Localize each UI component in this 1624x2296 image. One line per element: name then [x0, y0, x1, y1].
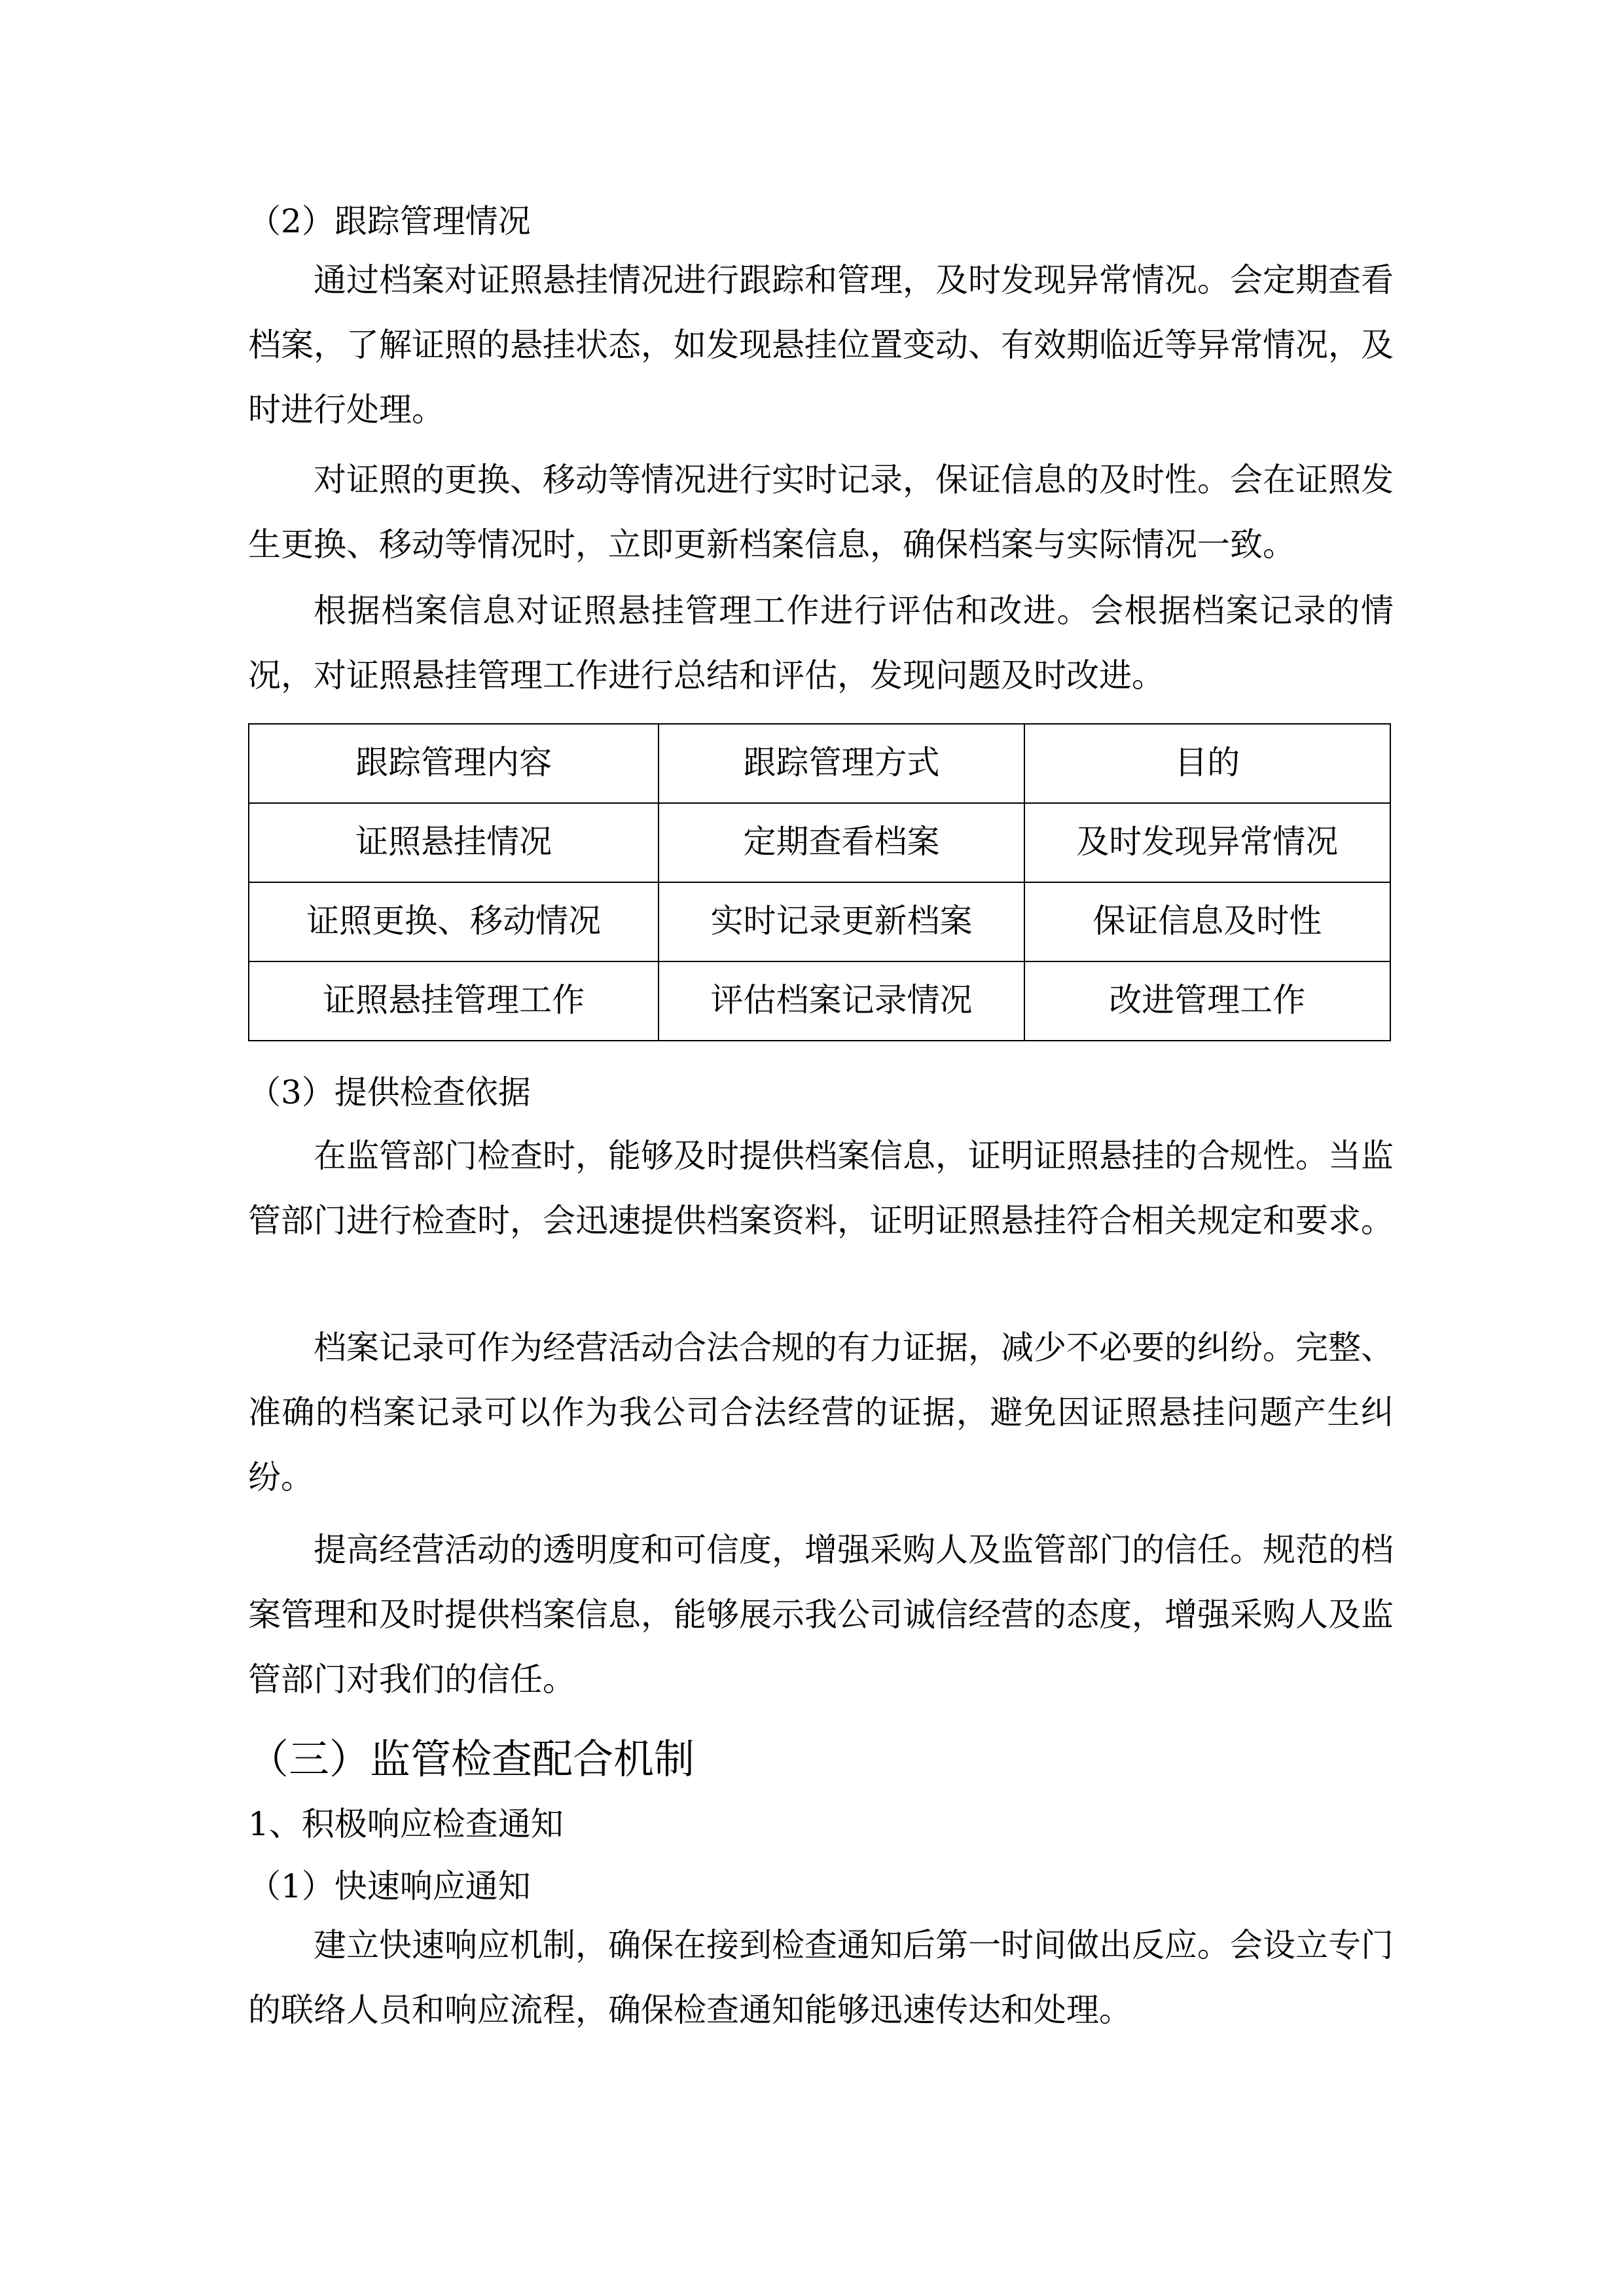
paragraph: 建立快速响应机制，确保在接到检查通知后第一时间做出反应。会设立专门的联络人员和响应流程，确保检查通知能够迅速传达和处理。 [248, 1926, 1394, 2029]
subheading: 1、积极响应检查通知 [248, 1805, 564, 1843]
item-heading: （1）快速响应通知 [248, 1867, 531, 1905]
table-header-row [249, 724, 1390, 803]
table-row [249, 803, 1390, 882]
table-row [249, 961, 1390, 1041]
header-cell: 跟踪管理内容 [249, 724, 659, 803]
table-cell: 改进管理工作 [1024, 961, 1390, 1041]
table-cell: 定期查看档案 [659, 803, 1024, 882]
header-cell: 跟踪管理方式 [659, 724, 1024, 803]
tracking-table [248, 723, 1391, 1041]
table-row [249, 882, 1390, 961]
paragraph: 提高经营活动的透明度和可信度，增强采购人及监管部门的信任。规范的档案管理和及时提供档案信息，能够展示我公司诚信经营的态度，增强采购人及监管部门对我们的信任。 [248, 1531, 1394, 1698]
section-heading-inspection-basis: （3）提供检查依据 [248, 1073, 531, 1111]
table-cell: 及时发现异常情况 [1024, 803, 1390, 882]
paragraph: 对证照的更换、移动等情况进行实时记录，保证信息的及时性。会在证照发生更换、移动等情况时，立即更新档案信息，确保档案与实际情况一致。 [248, 461, 1394, 564]
table-cell: 实时记录更新档案 [659, 882, 1024, 961]
header-cell: 目的 [1024, 724, 1390, 803]
chapter-heading: （三）监管检查配合机制 [248, 1735, 695, 1783]
paragraph: 通过档案对证照悬挂情况进行跟踪和管理，及时发现异常情况。会定期查看档案，了解证照的悬挂状态，如发现悬挂位置变动、有效期临近等异常情况，及时进行处理。 [248, 261, 1394, 429]
paragraph: 档案记录可作为经营活动合法合规的有力证据，减少不必要的纠纷。完整、准确的档案记录可以作为我公司合法经营的证据，避免因证照悬挂问题产生纠纷。 [248, 1329, 1394, 1496]
paragraph: 在监管部门检查时，能够及时提供档案信息，证明证照悬挂的合规性。当监管部门进行检查时，会迅速提供档案资料，证明证照悬挂符合相关规定和要求。 [248, 1137, 1394, 1240]
section-heading-tracking: （2）跟踪管理情况 [248, 202, 531, 240]
paragraph: 根据档案信息对证照悬挂管理工作进行评估和改进。会根据档案记录的情况，对证照悬挂管理工作进行总结和评估，发现问题及时改进。 [248, 592, 1394, 694]
table-cell: 保证信息及时性 [1024, 882, 1390, 961]
table-cell: 证照更换、移动情况 [249, 882, 659, 961]
table-cell: 评估档案记录情况 [659, 961, 1024, 1041]
table-cell: 证照悬挂情况 [249, 803, 659, 882]
table-cell: 证照悬挂管理工作 [249, 961, 659, 1041]
